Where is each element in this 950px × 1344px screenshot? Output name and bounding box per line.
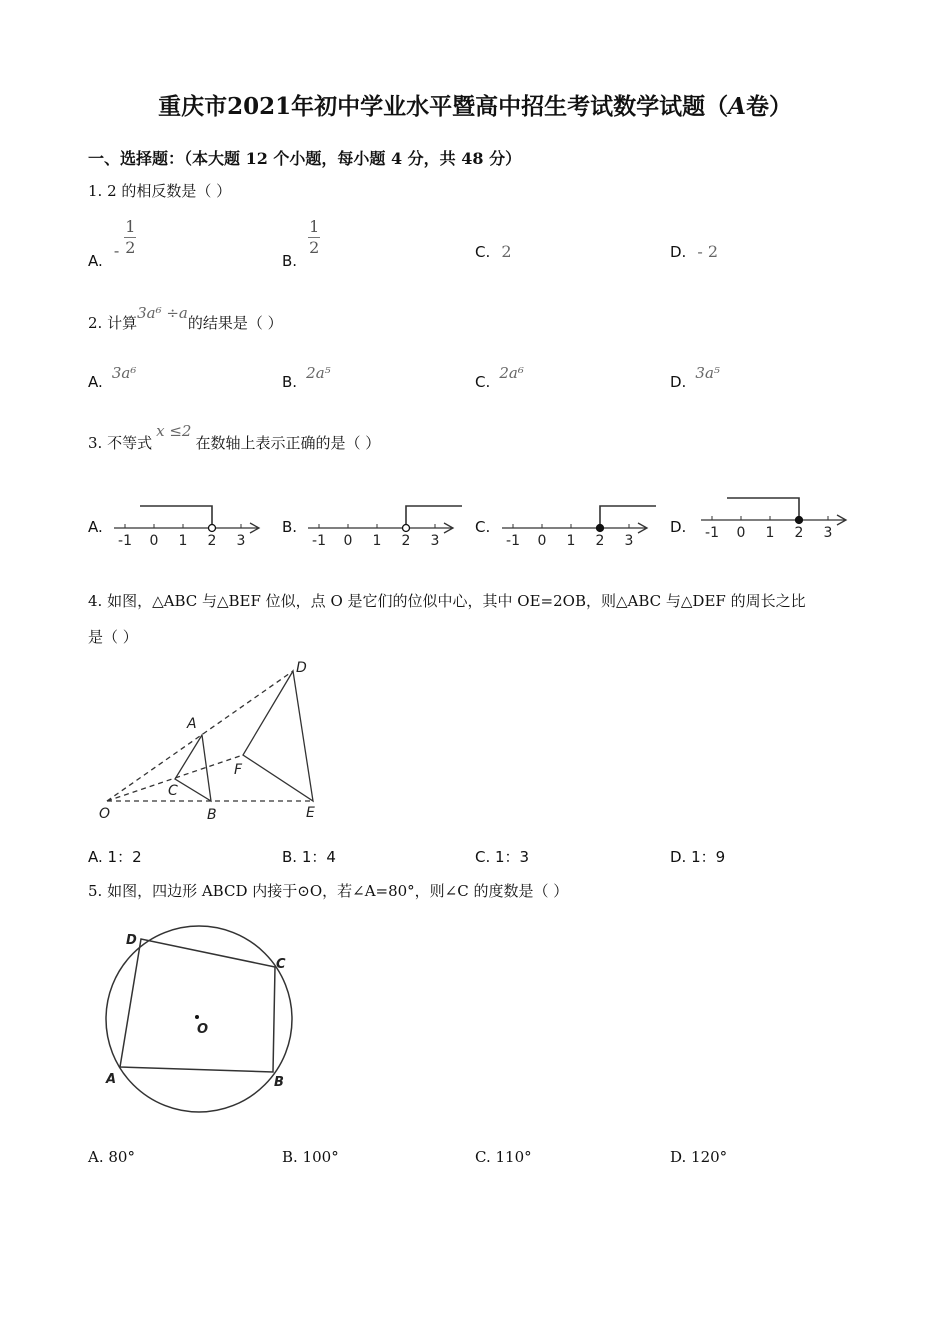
option-label: C. [475,373,491,391]
tick-label: 2 [207,533,217,549]
stem-text: 3. 不等式 [88,434,153,452]
tick-label: 2 [794,525,804,541]
math-expression: x ≤2 [156,422,192,440]
q1-option-c [475,242,512,261]
q3-option-c-label: C. [475,518,491,536]
circle-o [106,926,292,1112]
denominator: 2 [125,238,136,257]
q4-option-d: D. 1：9 [670,848,726,866]
option-value: 2a⁵ [306,364,331,382]
option-label: B. [282,373,298,391]
closed-endpoint [597,525,604,532]
tick-label: 0 [343,533,353,549]
option-label: D. [670,243,687,261]
tick-label: -1 [705,525,719,541]
fraction [124,218,136,257]
q5-option-c: C. 110° [475,1148,532,1166]
label-o: O [99,806,111,822]
label-e: E [306,805,315,821]
page-title [0,88,950,121]
question-2-stem [88,304,283,333]
label-a: A [106,1072,117,1087]
stem-text: 的结果是（ ） [187,314,283,332]
q2-option-d [670,364,720,391]
number-line-c [498,498,658,552]
tick-label: -1 [506,533,520,549]
tick-label: 3 [430,533,440,549]
solution-ray [600,506,656,528]
q2-option-a [88,364,137,391]
label-b: B [207,807,217,823]
label-d: D [296,660,307,676]
q4-option-c: C. 1：3 [475,848,530,866]
q4-option-a: A. 1：2 [88,848,142,866]
question-4-stem-line-2: 是（ ） [88,628,138,646]
label-b: B [274,1075,284,1090]
number-line-d [697,490,857,544]
q5-option-d: D. 120° [670,1148,728,1166]
title-text-3: 卷） [745,93,792,120]
tick-label: 0 [537,533,547,549]
triangle-def [243,671,313,801]
numerator: 1 [309,217,320,236]
q1-option-d [670,242,718,261]
q2-option-b [282,364,331,391]
open-endpoint [209,525,216,532]
tick-label: 3 [236,533,246,549]
question-5-stem: 5. 如图，四边形 ABCD 内接于⊙O，若∠A=80°，则∠C 的度数是（ ） [88,882,569,900]
option-label: A. [88,252,103,270]
tick-label: 3 [823,525,833,541]
stem-text: 在数轴上表示正确的是（ ） [195,434,381,452]
quadrilateral-abcd [120,939,275,1072]
label-c: C [276,957,286,972]
option-label: C. [475,243,491,261]
tick-label: 1 [178,533,188,549]
option-label: B. [282,252,298,270]
q1-option-a [88,217,136,270]
option-value: 2a⁶ [499,364,524,382]
title-text-1: 重庆市 [158,93,228,120]
option-label: A. [88,373,103,391]
tick-label: 1 [372,533,382,549]
option-label: D. [670,373,687,391]
tick-label: 1 [566,533,576,549]
option-value: 3a⁶ [111,364,137,382]
option-value: 3a⁵ [695,364,720,382]
tick-label: 3 [624,533,634,549]
section-header: 一、选择题：（本大题 12 个小题，每小题 4 分，共 48 分） [88,149,522,168]
q2-option-c [475,364,524,391]
numerator: 1 [125,217,136,236]
title-text-2: 年初中学业水平暨高中招生考试数学试题（ [291,93,729,120]
q3-option-a-label: A. [88,518,103,536]
denominator: 2 [309,238,320,257]
question-1-stem: 1. 2 的相反数是（ ） [88,182,232,200]
title-year: 2021 [227,93,292,120]
tick-label: -1 [118,533,132,549]
q1-option-b [282,217,320,270]
tick-label: -1 [312,533,326,549]
tick-label: 2 [595,533,605,549]
label-o: O [197,1022,209,1037]
tick-label: 2 [401,533,411,549]
solution-ray [727,498,799,520]
label-d: D [126,933,137,948]
math-expression: 3a⁶ ÷a [137,304,188,322]
label-a: A [187,716,197,732]
open-endpoint [403,525,410,532]
label-f: F [234,762,243,778]
option-value: 2 [501,242,512,261]
question-3-stem [88,422,381,453]
tick-label: 1 [765,525,775,541]
q5-option-b: B. 100° [282,1148,339,1166]
solution-ray [406,506,462,528]
q5-option-a: A. 80° [88,1148,135,1166]
closed-endpoint [796,517,803,524]
center-dot [195,1015,199,1019]
label-c: C [168,783,178,799]
q3-option-b-label: B. [282,518,298,536]
question-4-stem-line-1: 4. 如图，△ABC 与△BEF 位似，点 O 是它们的位似中心，其中 OE=2OB，则△ABC 与△DEF 的周长之比 [88,592,806,610]
fraction [308,218,320,257]
tick-label: 0 [736,525,746,541]
q3-option-d-label: D. [670,518,687,536]
dashed-line-od [107,671,293,801]
solution-ray [140,506,212,528]
tick-label: 0 [149,533,159,549]
q4-option-b: B. 1：4 [282,848,336,866]
inscribed-quadrilateral-figure [95,920,305,1120]
number-line-b [304,498,464,552]
option-value: - 2 [697,242,719,261]
number-line-a [110,498,270,552]
stem-text: 2. 计算 [88,314,138,332]
homothety-figure [95,655,325,830]
minus-sign: - [113,241,120,260]
title-paper-letter: A [728,93,746,120]
